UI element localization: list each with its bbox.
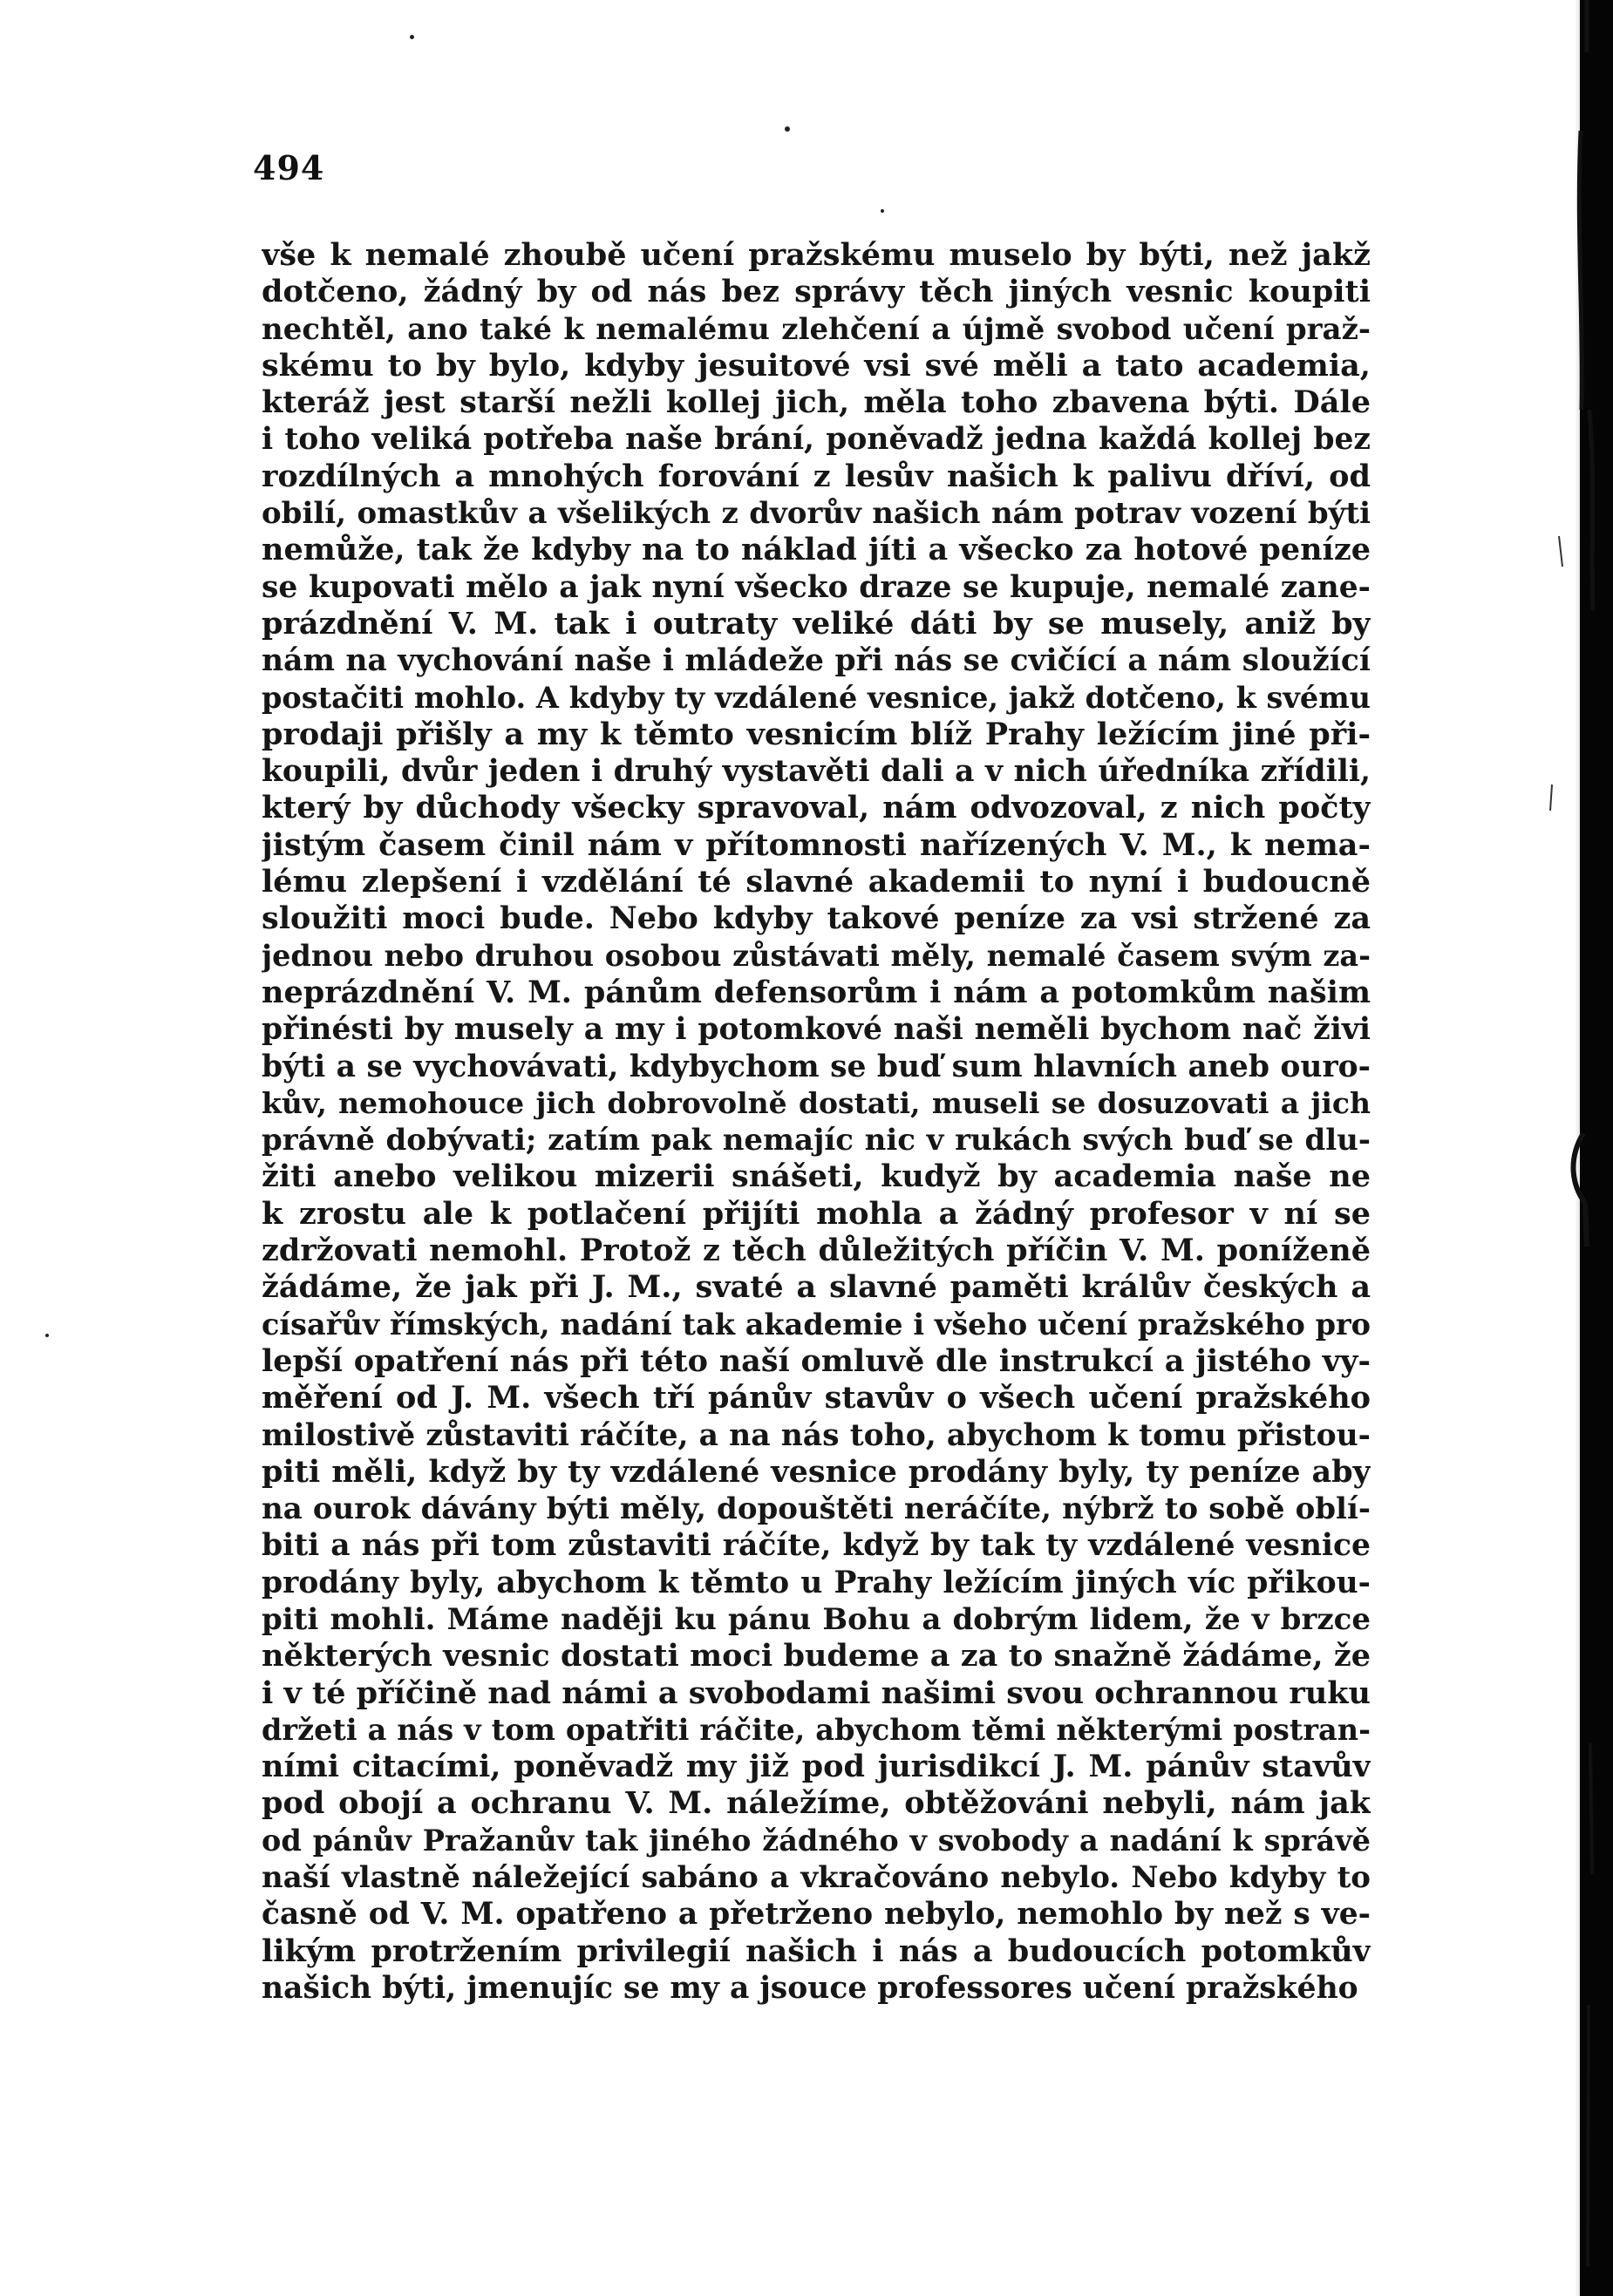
text-line: obilí, omastkův a všelikých z dvorův našich nám potrav vození býti (262, 496, 1371, 532)
text-line: se kupovati mělo a jak nyní všecko draze se kupuje, nemalé zane- (262, 569, 1371, 605)
text-line: prázdnění V. M. tak i outraty veliké dáti by se musely, aniž by (262, 605, 1371, 642)
text-line: žádáme, že jak při J. M., svaté a slavné paměti králův českých a (262, 1269, 1371, 1306)
text-line: držeti a nás v tom opatřiti ráčite, abychom těmi některými postran- (262, 1712, 1371, 1747)
text-line: lému zlepšení i vzdělání té slavné akademii to nyní i budoucně (262, 864, 1371, 900)
scan-speck (785, 126, 790, 132)
text-line: měření od J. M. všech tří pánův stavův o všech učení pražského (262, 1380, 1371, 1416)
text-line: žiti anebo velikou mizerii snášeti, kudyž by academia naše ne (262, 1158, 1371, 1195)
text-line: prodány byly, abychom k těmto u Prahy ležícím jiných víc přikou- (262, 1565, 1371, 1600)
text-line: likým protržením privilegií našich i nás a budoucích potomkův (262, 1933, 1371, 1969)
text-line: nemůže, tak že kdyby na to náklad jíti a všecko za hotové peníze (262, 532, 1371, 568)
text-line: dotčeno, žádný by od nás bez správy těch jiných vesnic koupiti (262, 274, 1371, 310)
text-line: i v té příčině nad námi a svobodami našimi svou ochrannou ruku (262, 1674, 1371, 1711)
text-line: i toho veliká potřeba naše brání, poněvadž jedna každá kollej bez (262, 422, 1371, 458)
text-line: časně od V. M. opatřeno a přetrženo nebylo, nemohlo by než s ve- (262, 1897, 1371, 1933)
text-line: biti a nás při tom zůstaviti ráčíte, když by tak ty vzdálené vesnice (262, 1528, 1371, 1564)
text-line: k zrostu ale k potlačení přijíti mohla a žádný profesor v ní se (262, 1195, 1371, 1232)
text-line: který by důchody všecky spravoval, nám odvozoval, z nich počty (262, 790, 1371, 826)
text-line: na ourok dávány býti měly, dopouštěti neráčíte, nýbrž to sobě oblí- (262, 1491, 1371, 1527)
text-line: našich býti, jmenujíc se my a jsouce professores učení pražského (262, 1970, 1358, 2006)
text-line: nám na vychování naše i mládeže při nás se cvičící a nám sloužící (262, 643, 1371, 679)
text-line: piti mohli. Máme naději ku pánu Bohu a dobrým lidem, že v brzce (262, 1601, 1371, 1637)
text-line: sloužiti moci bude. Nebo kdyby takové peníze za vsi stržené za (262, 900, 1371, 937)
scan-speck (410, 35, 414, 39)
text-line: naší vlastně náležející sabáno a vkračováno nebylo. Nebo kdyby to (262, 1860, 1371, 1896)
text-line: kův, nemohouce jich dobrovolně dostati, museli se dosuzovati a jich (262, 1085, 1371, 1120)
text-line: některých vesnic dostati moci budeme a za to snažně žádáme, že (262, 1638, 1371, 1674)
text-line: býti a se vychovávati, kdybychom se buď sum hlavních aneb ouro- (262, 1049, 1371, 1084)
text-line: milostivě zůstaviti ráčíte, a na nás toho, abychom k tomu přistou- (262, 1417, 1371, 1453)
text-line: jednou nebo druhou osobou zůstávati měly, nemalé časem svým za- (262, 938, 1371, 973)
text-line: kteráž jest starší nežli kollej jich, měla toho zbavena býti. Dále (262, 384, 1371, 421)
text-line: neprázdnění V. M. pánům defensorům i nám a potomkům našim (262, 974, 1371, 1010)
text-line: skému to by bylo, kdyby jesuitové vsi své měli a tato academia, (262, 347, 1371, 384)
text-line: ními citacími, poněvadž my již pod jurisdikcí J. M. pánův stavův (262, 1749, 1371, 1785)
text-line: rozdílných a mnohých forování z lesův našich k palivu dříví, od (262, 458, 1371, 494)
text-line: vše k nemalé zhoubě učení pražskému muselo by býti, než jakž (262, 237, 1371, 273)
binding-edge-marks (1507, 0, 1603, 2296)
text-line: právně dobývati; zatím pak nemajíc nic v rukách svých buď se dlu- (262, 1123, 1371, 1158)
text-line: lepší opatření nás při této naší omluvě dle instrukcí a jistého vy- (262, 1342, 1371, 1379)
text-line: nechtěl, ano také k nemalému zlehčení a újmě svobod učení praž- (262, 311, 1371, 347)
text-line: přinésti by musely a my i potomkové naši neměli bychom nač živi (262, 1012, 1371, 1048)
scan-speck (881, 209, 884, 213)
text-line: prodaji přišly a my k těmto vesnicím blíž Prahy ležícím jiné při- (262, 716, 1371, 752)
text-line: od pánův Pražanův tak jiného žádného v svobody a nadání k správě (262, 1823, 1371, 1858)
text-line: piti měli, když by ty vzdálené vesnice prodány byly, ty peníze aby (262, 1453, 1371, 1490)
text-line: pod obojí a ochranu V. M. náležíme, obtěžováni nebyli, nám jak (262, 1785, 1371, 1822)
page-number: 494 (253, 148, 325, 187)
text-line: postačiti mohlo. A kdyby ty vzdálené vesnice, jakž dotčeno, k svému (262, 680, 1371, 715)
body-text (262, 237, 1371, 2007)
text-line: koupili, dvůr jeden i druhý vystavěti dali a v nich úředníka zřídili, (262, 754, 1371, 790)
scan-speck (45, 1334, 49, 1337)
text-line: císařův římských, nadání tak akademie i všeho učení pražského pro (262, 1307, 1371, 1342)
text-line: jistým časem činil nám v přítomnosti nařízených V. M., k nema- (262, 826, 1371, 863)
text-line: zdržovati nemohl. Protož z těch důležitých příčin V. M. poníženě (262, 1233, 1371, 1269)
